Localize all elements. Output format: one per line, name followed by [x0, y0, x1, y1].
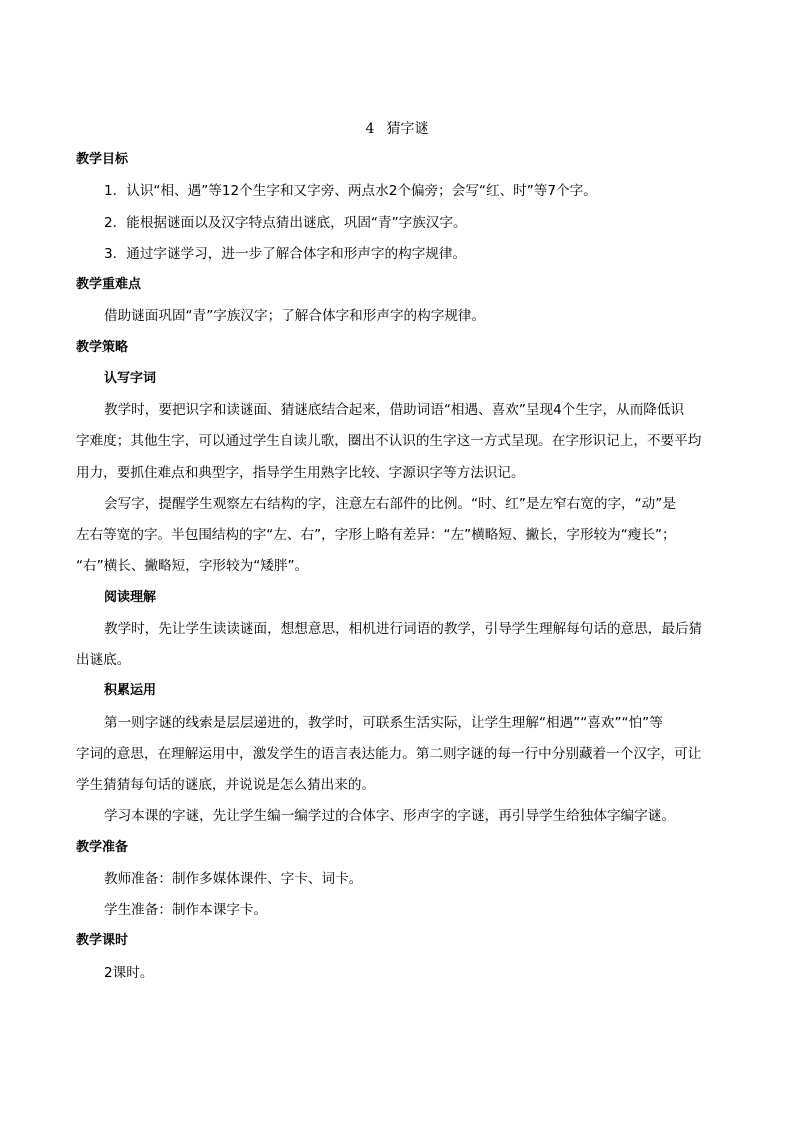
section-heading-prep: 教学准备 [76, 840, 129, 855]
paragraph-line: 学生猜猜每句话的谜底，并说说是怎么猜出来的。 [76, 777, 376, 793]
paragraph-line: 用力，要抓住难点和典型字，指导学生用熟字比较、字源识字等方法识记。 [76, 465, 525, 481]
paragraph-line: 字词的意思，在理解运用中，激发学生的语言表达能力。第二则字谜的每一行中分别藏着一个汉字，可让 [76, 746, 702, 762]
hours-text: 2课时。 [104, 965, 154, 981]
section-heading-goals: 教学目标 [76, 152, 129, 167]
prep-student: 学生准备：制作本课字卡。 [104, 902, 268, 918]
paragraph-line: 第一则字谜的线索是层层递进的，教学时，可联系生活实际，让学生理解“相遇”“喜欢”“怕”等 [104, 715, 663, 731]
section-heading-hours: 教学课时 [76, 933, 129, 948]
page-title [0, 120, 794, 138]
subheading-apply: 积累运用 [104, 683, 157, 698]
paragraph-line: 左右等宽的字。半包围结构的字“左、右”，字形上略有差异：“左”横略短、撇长，字形较为“瘦长”； [76, 527, 676, 543]
subheading-read: 阅读理解 [104, 590, 157, 605]
paragraph-line: 出谜底。 [76, 652, 131, 668]
keypoints-text: 借助谜面巩固“青”字族汉字；了解合体字和形声字的构字规律。 [104, 308, 486, 324]
lesson-title: 猜字谜 [386, 121, 429, 137]
prep-teacher: 教师准备：制作多媒体课件、字卡、词卡。 [104, 871, 363, 887]
goal-1: 1．认识“相、遇”等12个生字和又字旁、两点水2个偏旁；会写“红、时”等7个字。 [104, 183, 597, 199]
goal-3: 3．通过字谜学习，进一步了解合体字和形声字的构字规律。 [104, 246, 467, 262]
goal-2: 2．能根据谜面以及汉字特点猜出谜底，巩固“青”字族汉字。 [104, 215, 467, 231]
section-heading-keypoints: 教学重难点 [76, 277, 142, 292]
lesson-number: 4 [365, 121, 375, 137]
paragraph-line: 教学时，先让学生读读谜面，想想意思，相机进行词语的教学，引导学生理解每句话的意思，最后猜 [104, 621, 703, 637]
paragraph-line: 会写字，提醒学生观察左右结构的字，注意左右部件的比例。“时、红”是左窄右宽的字，“动”是 [104, 496, 676, 512]
section-heading-strategy: 教学策略 [76, 340, 129, 355]
subheading-write: 认写字词 [104, 371, 157, 386]
paragraph-line: “右”横长、撇略短，字形较为“矮胖”。 [76, 558, 309, 574]
paragraph-line: 字难度；其他生字，可以通过学生自读儿歌，圈出不认识的生字这一方式呈现。在字形识记上，不要平均 [76, 433, 702, 449]
paragraph-line: 教学时，要把识字和读谜面、猜谜底结合起来，借助词语“相遇、喜欢”呈现4个生字，从而降低识 [104, 402, 685, 418]
paragraph-line: 学习本课的字谜，先让学生编一编学过的合体字、形声字的字谜，再引导学生给独体字编字谜。 [104, 808, 675, 824]
